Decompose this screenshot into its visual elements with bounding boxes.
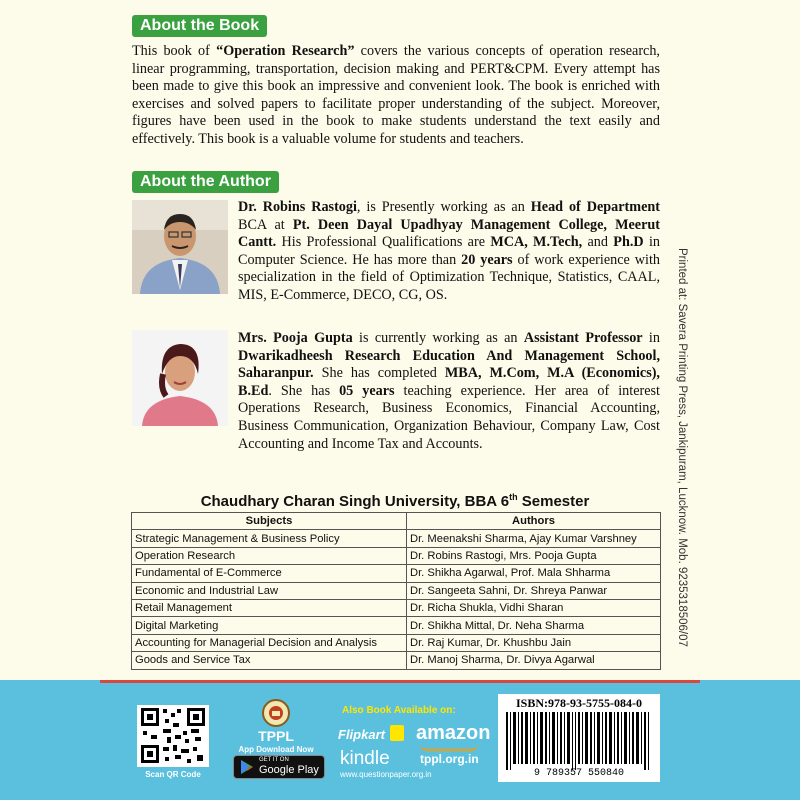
table-row <box>132 617 661 634</box>
title-text: Chaudhary Charan Singh University, BBA 6 <box>200 493 510 510</box>
get-it-on: GET IT ON <box>259 757 289 763</box>
authors-cell: Dr. Meenakshi Sharma, Ajay Kumar Varshney <box>407 530 661 547</box>
play-store-icon <box>239 759 255 775</box>
title-sup: th <box>509 492 518 502</box>
amazon-logo[interactable]: amazon <box>416 722 491 744</box>
qr-icon <box>137 705 209 767</box>
barcode-digits: 9 789357 550840 <box>533 768 624 779</box>
table-row <box>132 634 661 651</box>
scan-qr-label: Scan QR Code <box>145 770 201 779</box>
text-part: BCA at <box>238 216 293 233</box>
tppl-label: TPPL <box>258 728 294 744</box>
author1-bio <box>238 199 660 305</box>
subject-cell: Strategic Management & Business Policy <box>132 530 407 547</box>
text-part: This book of <box>132 43 217 59</box>
table-row <box>132 530 661 547</box>
text-part: Dwarikadheesh Research Education And Management School, Saharanpur. <box>238 347 660 382</box>
about-book-text <box>132 43 660 149</box>
tppl-logo <box>262 699 290 727</box>
about-book-heading: About the Book <box>132 15 267 37</box>
text-part: teaching experience. Her area of interest Operations Research, Business Economics, Financial Accounting, Business Communication, Organization Behaviour, Company Law, Cost Accounting and Income Tax and Accounts. <box>238 382 660 452</box>
subject-cell: Digital Marketing <box>132 617 407 634</box>
google-play-label: Google Play <box>259 764 319 776</box>
text-part: and <box>582 234 614 251</box>
table-row <box>132 582 661 599</box>
text-part: Ph.D <box>613 234 644 251</box>
tppl-emblem-icon <box>264 701 288 725</box>
also-available-label: Also Book Available on: <box>342 705 456 716</box>
qr-code[interactable] <box>137 705 209 767</box>
footer-red-line <box>100 680 700 683</box>
google-play-button[interactable] <box>233 755 325 779</box>
table-header-row <box>132 513 661 530</box>
flipkart-bag-icon <box>390 725 404 741</box>
questionpaper-site-link[interactable]: www.questionpaper.org.in <box>340 770 432 779</box>
text-part: MBA, M.Com, M.A (Economics), B.Ed <box>238 365 660 399</box>
table-row <box>132 652 661 669</box>
authors-cell: Dr. Shikha Mittal, Dr. Neha Sharma <box>407 617 661 634</box>
subjects-table <box>131 512 661 670</box>
authors-cell: Dr. Robins Rastogi, Mrs. Pooja Gupta <box>407 547 661 564</box>
text-part: covers the various concepts of operation research, linear programming, transportation, decision making and PERT&CPM. Every attempt has been made to give this book an impressive and convenient look. The book is enriched with exercises and solved papers to facilitate proper understanding of the subject. Moreover, figures have been used in the book to make students understand the text easily and effectively. This book is a valuable volume for students and teachers. <box>132 43 660 147</box>
authors-cell: Dr. Raj Kumar, Dr. Khushbu Jain <box>407 634 661 651</box>
flipkart-logo[interactable]: Flipkart <box>338 727 385 742</box>
isbn-text: ISBN:978-93-5755-084-0 <box>516 696 642 710</box>
text-part: , is Presently working as an <box>356 199 531 215</box>
text-part: She has completed <box>313 365 445 382</box>
text-part: Assistant Professor <box>523 330 643 346</box>
text-part: in <box>642 330 660 346</box>
amazon-smile-icon <box>420 744 478 751</box>
text-part: Head of Department <box>530 199 660 215</box>
authors-cell: Dr. Shikha Agarwal, Prof. Mala Shharma <box>407 565 661 582</box>
book-title-bold: “Operation Research” <box>216 43 355 59</box>
text-part: in Computer Science. He has more than <box>238 234 660 268</box>
table-title <box>130 492 660 510</box>
subject-cell: Operation Research <box>132 547 407 564</box>
barcode-icon <box>504 712 654 770</box>
kindle-logo[interactable]: kindle <box>340 748 390 769</box>
subject-cell: Goods and Service Tax <box>132 652 407 669</box>
header-authors: Authors <box>407 513 661 530</box>
author1-photo <box>132 200 228 294</box>
authors-cell: Dr. Sangeeta Sahni, Dr. Shreya Panwar <box>407 582 661 599</box>
table-row <box>132 547 661 564</box>
printed-at-text: Printed at: Savera Printing Press, Jankipuram, Lucknow. Mob. 9235318506/07 <box>676 248 688 647</box>
text-part: MCA, M.Tech, <box>490 234 583 251</box>
table-row <box>132 565 661 582</box>
text-part: of work experience with specialization in the field of Optimization Technique, Statistics, CAAL, MIS, E-Commerce, DECO, CG, OS. <box>238 251 661 303</box>
author1-name: Dr. Robins Rastogi <box>238 199 357 215</box>
text-part: 20 years <box>461 251 513 268</box>
barcode-block <box>498 694 660 782</box>
header-subjects: Subjects <box>132 513 407 530</box>
authors-cell: Dr. Manoj Sharma, Dr. Divya Agarwal <box>407 652 661 669</box>
author2-name: Mrs. Pooja Gupta <box>238 330 353 346</box>
text-part: . She has <box>268 382 340 399</box>
table-row <box>132 599 661 616</box>
tppl-site-link[interactable]: tppl.org.in <box>420 752 479 766</box>
author2-bio <box>238 330 660 453</box>
app-download-label: App Download Now <box>238 745 314 754</box>
author2-photo <box>132 330 228 426</box>
subject-cell: Accounting for Managerial Decision and Analysis <box>132 634 407 651</box>
about-author-heading: About the Author <box>132 171 279 193</box>
subject-cell: Fundamental of E-Commerce <box>132 565 407 582</box>
text-part: His Professional Qualifications are <box>276 234 491 251</box>
subject-cell: Retail Management <box>132 599 407 616</box>
text-part: 05 years <box>339 382 395 399</box>
authors-cell: Dr. Richa Shukla, Vidhi Sharan <box>407 599 661 616</box>
title-end: Semester <box>517 493 590 510</box>
text-part: Pt. Deen Dayal Upadhyay Management College, Meerut Cantt. <box>238 216 660 251</box>
subject-cell: Economic and Industrial Law <box>132 582 407 599</box>
text-part: is currently working as an <box>352 330 524 346</box>
